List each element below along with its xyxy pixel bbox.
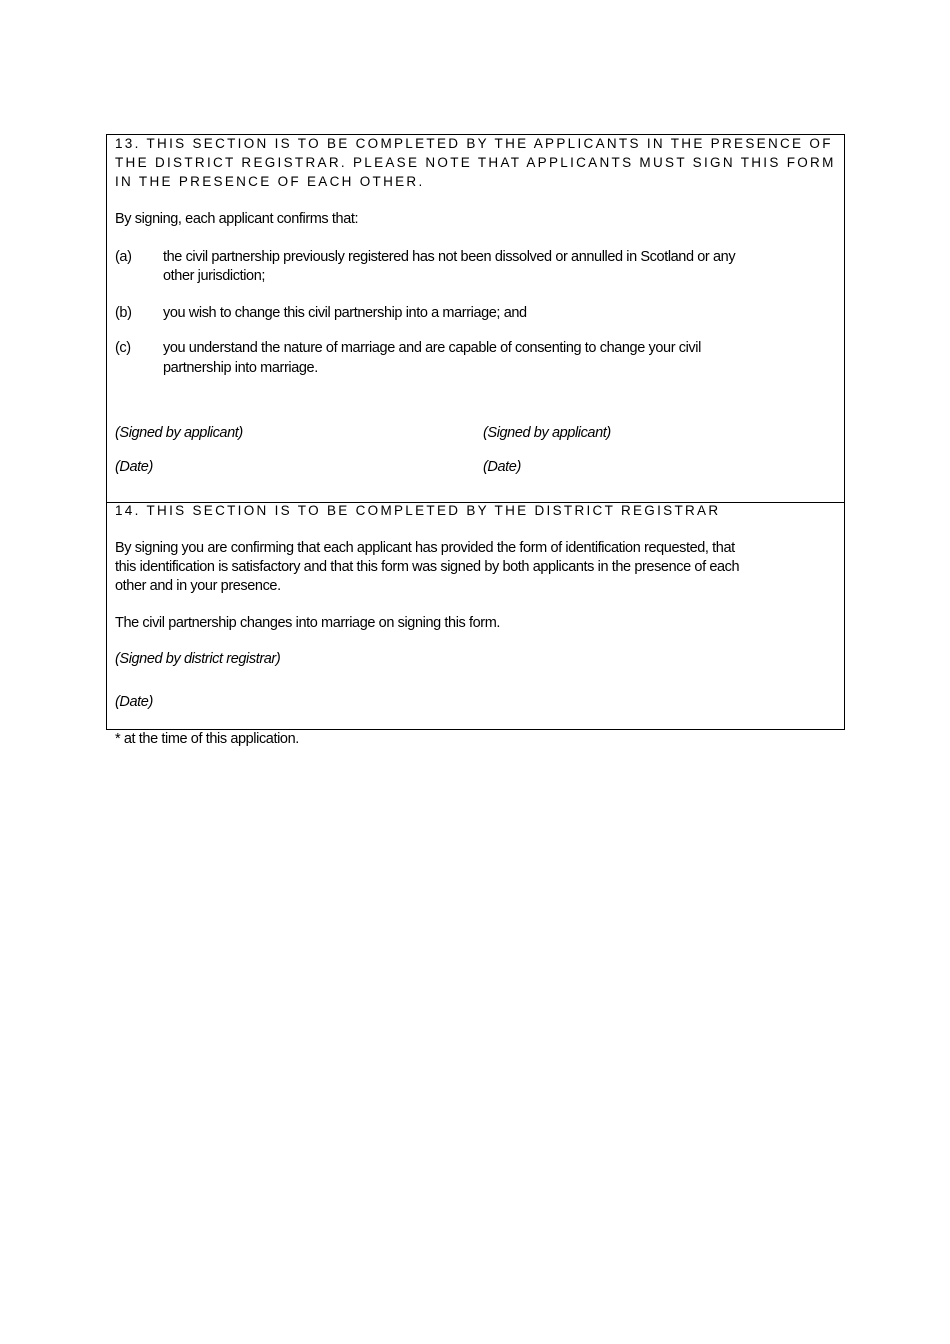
- section-13-heading-line: IN THE PRESENCE OF EACH OTHER.: [115, 174, 425, 189]
- section-14-paragraph-line: this identification is satisfactory and that this form was signed by both applicants in the presence of each: [115, 559, 740, 575]
- section-13-heading-line: 13. THIS SECTION IS TO BE COMPLETED BY THE APPLICANTS IN THE PRESENCE OF: [115, 136, 833, 151]
- item-c-label: (c): [115, 340, 131, 356]
- section-14-paragraph-line: other and in your presence.: [115, 578, 281, 594]
- item-a-text: other jurisdiction;: [163, 268, 266, 284]
- item-c-text: partnership into marriage.: [163, 360, 318, 376]
- item-b-label: (b): [115, 305, 132, 321]
- registrar-date-label: (Date): [115, 694, 153, 710]
- registrar-signature-label: (Signed by district registrar): [115, 651, 281, 667]
- applicant-2-date-label: (Date): [483, 459, 521, 475]
- applicant-1-signature-label: (Signed by applicant): [115, 425, 243, 441]
- applicant-1-date-label: (Date): [115, 459, 153, 475]
- section-14-statement: The civil partnership changes into marriage on signing this form.: [115, 615, 501, 631]
- item-a-text: the civil partnership previously registered has not been dissolved or annulled in Scotland or any: [163, 249, 736, 265]
- section-14-heading: 14. THIS SECTION IS TO BE COMPLETED BY THE DISTRICT REGISTRAR: [115, 503, 721, 518]
- applicant-2-signature-label: (Signed by applicant): [483, 425, 611, 441]
- section-14-paragraph-line: By signing you are confirming that each applicant has provided the form of identification requested, that: [115, 540, 735, 556]
- item-a-label: (a): [115, 249, 132, 265]
- section-13-intro: By signing, each applicant confirms that:: [115, 211, 359, 227]
- item-b-text: you wish to change this civil partnership into a marriage; and: [163, 305, 527, 321]
- footnote: * at the time of this application.: [115, 731, 299, 747]
- item-c-text: you understand the nature of marriage and are capable of consenting to change your civil: [163, 340, 701, 356]
- section-13-heading-line: THE DISTRICT REGISTRAR. PLEASE NOTE THAT APPLICANTS MUST SIGN THIS FORM: [115, 155, 836, 170]
